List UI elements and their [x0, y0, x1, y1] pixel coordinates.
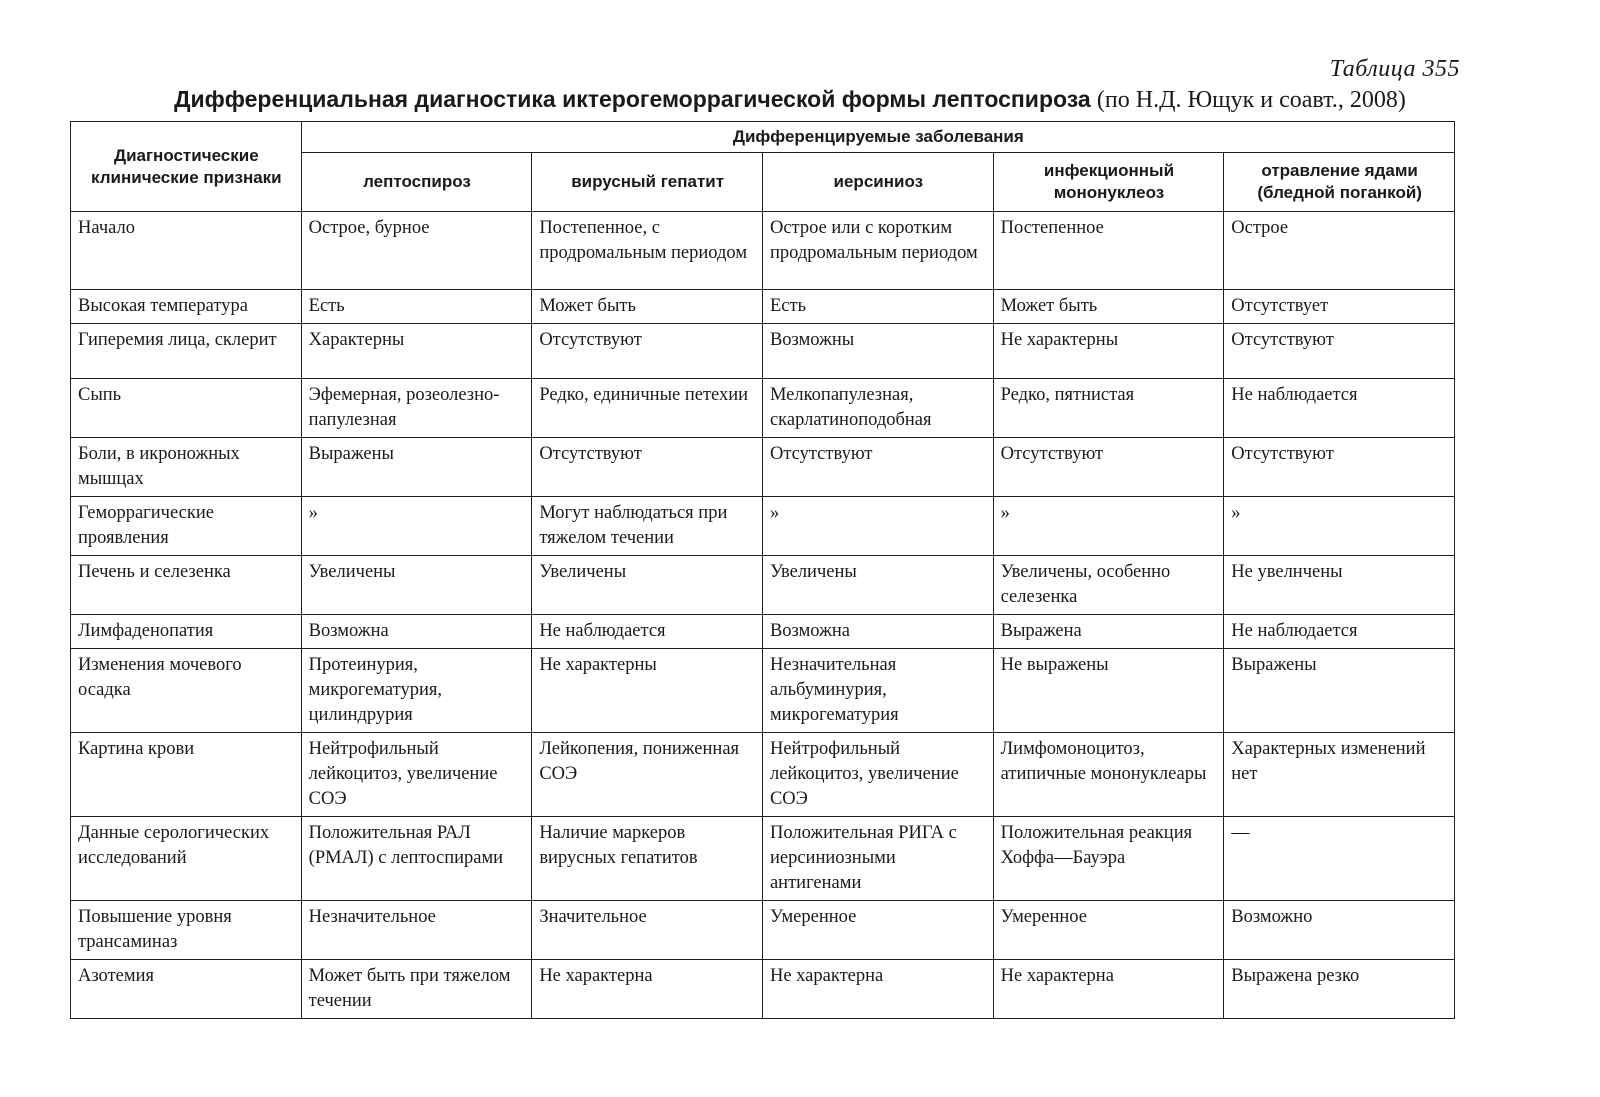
table-cell: » [993, 497, 1224, 556]
header-row-group [71, 122, 1455, 153]
table-number: Таблица 355 [1329, 56, 1460, 82]
table-cell: Отсутствуют [993, 438, 1224, 497]
table-cell: Отсутствуют [762, 438, 993, 497]
row-label-cell: Геморрагические проявления [71, 497, 302, 556]
table-cell: Умеренное [993, 901, 1224, 960]
table-cell: Умеренное [762, 901, 993, 960]
table-cell: Возможны [762, 324, 993, 379]
row-label-cell: Изменения мочевого осадка [71, 649, 302, 733]
table-cell: Выражена резко [1224, 960, 1455, 1019]
table-cell: Отсутствуют [1224, 438, 1455, 497]
table-cell: Не выражены [993, 649, 1224, 733]
table-cell: — [1224, 817, 1455, 901]
row-label-cell: Высокая температура [71, 290, 302, 324]
table-cell: Не характерны [532, 649, 763, 733]
row-label-cell: Боли, в икроножных мышцах [71, 438, 302, 497]
table-cell: Не характерна [532, 960, 763, 1019]
row-label-cell: Картина крови [71, 733, 302, 817]
row-label-cell: Гиперемия лица, склерит [71, 324, 302, 379]
table-cell: Лимфомоноцитоз, атипичные мононуклеары [993, 733, 1224, 817]
table-row [71, 649, 1455, 733]
table-row [71, 290, 1455, 324]
table-row [71, 615, 1455, 649]
table-row [71, 556, 1455, 615]
table-cell: Может быть [993, 290, 1224, 324]
table-cell: Характерных изменений нет [1224, 733, 1455, 817]
title-main: Дифференциальная диагностика иктерогеморрагической формы лептоспироза [174, 86, 1091, 112]
table-cell: Не характерна [762, 960, 993, 1019]
table-row [71, 901, 1455, 960]
table-row [71, 438, 1455, 497]
row-label-cell: Азотемия [71, 960, 302, 1019]
table-cell: Выражены [301, 438, 532, 497]
table-cell: Мелкопапулезная, скарлатиноподобная [762, 379, 993, 438]
table-cell: Постепенное, с продромальным периодом [532, 212, 763, 290]
group-header: Дифференцируемые заболевания [301, 122, 1454, 153]
column-header: лептоспироз [301, 153, 532, 212]
table-cell: Отсутствуют [532, 324, 763, 379]
table-cell: Может быть [532, 290, 763, 324]
table-body [71, 212, 1455, 1019]
table-cell: Не наблюдается [1224, 379, 1455, 438]
table-row [71, 733, 1455, 817]
table-cell: Отсутствуют [532, 438, 763, 497]
table-row [71, 817, 1455, 901]
row-label-cell: Сыпь [71, 379, 302, 438]
table-cell: Характерны [301, 324, 532, 379]
table-cell: Отсутствует [1224, 290, 1455, 324]
table-cell: Протеинурия, микрогематурия, цилиндрурия [301, 649, 532, 733]
table-cell: Увеличены [762, 556, 993, 615]
row-header-label: Диагностические клинические признаки [71, 122, 302, 212]
row-label-cell: Лимфаденопатия [71, 615, 302, 649]
table-cell: Положительная РАЛ (РМАЛ) с лептоспирами [301, 817, 532, 901]
row-label-cell: Повышение уровня трансаминаз [71, 901, 302, 960]
table-cell: Выражена [993, 615, 1224, 649]
table-cell: Лейкопения, пониженная СОЭ [532, 733, 763, 817]
column-header: отравление ядами (бледной поганкой) [1224, 153, 1455, 212]
table-cell: Не характерны [993, 324, 1224, 379]
differential-diagnosis-table [70, 121, 1455, 1019]
table-cell: Редко, пятнистая [993, 379, 1224, 438]
table-cell: Положительная реакция Хоффа—Бауэра [993, 817, 1224, 901]
row-label-cell: Данные серологических исследований [71, 817, 302, 901]
table-cell: Незначительное [301, 901, 532, 960]
table-cell: Есть [301, 290, 532, 324]
table-head [71, 122, 1455, 212]
table-cell: Острое [1224, 212, 1455, 290]
table-row [71, 960, 1455, 1019]
table-cell: Острое, бурное [301, 212, 532, 290]
table-row [71, 212, 1455, 290]
table-cell: » [762, 497, 993, 556]
table-cell: Не характерна [993, 960, 1224, 1019]
table-cell: Острое или с коротким продромальным периодом [762, 212, 993, 290]
table-cell: Возможно [1224, 901, 1455, 960]
table-cell: Может быть при тяжелом течении [301, 960, 532, 1019]
table-cell: » [1224, 497, 1455, 556]
table-cell: Не увелнчены [1224, 556, 1455, 615]
page-title [90, 86, 1490, 114]
table-cell: Увеличены [301, 556, 532, 615]
table-cell: Могут наблюдаться при тяжелом течении [532, 497, 763, 556]
table-cell: Постепенное [993, 212, 1224, 290]
column-header: инфекционный мононуклеоз [993, 153, 1224, 212]
table-row [71, 379, 1455, 438]
column-header: иерсиниоз [762, 153, 993, 212]
column-header: вирусный гепатит [532, 153, 763, 212]
table-row [71, 497, 1455, 556]
table-cell: Положительная РИГА с иерсиниозными антигенами [762, 817, 993, 901]
table-row [71, 324, 1455, 379]
table-cell: Есть [762, 290, 993, 324]
title-source-note: (по Н.Д. Ющук и соавт., 2008) [1096, 87, 1406, 113]
table-cell: Увеличены [532, 556, 763, 615]
table-cell: Возможна [762, 615, 993, 649]
table-cell: Не наблюдается [532, 615, 763, 649]
table-cell: Не наблюдается [1224, 615, 1455, 649]
row-label-cell: Печень и селезенка [71, 556, 302, 615]
table-cell: » [301, 497, 532, 556]
table-cell: Выражены [1224, 649, 1455, 733]
table-cell: Возможна [301, 615, 532, 649]
table-cell: Отсутствуют [1224, 324, 1455, 379]
table-cell: Нейтрофильный лейкоцитоз, увеличение СОЭ [762, 733, 993, 817]
table-cell: Значительное [532, 901, 763, 960]
table-cell: Редко, единичные петехии [532, 379, 763, 438]
row-label-cell: Начало [71, 212, 302, 290]
table-cell: Наличие маркеров вирусных гепатитов [532, 817, 763, 901]
table-cell: Эфемерная, розеолезно-папулезная [301, 379, 532, 438]
table-cell: Увеличены, особенно селезенка [993, 556, 1224, 615]
table-cell: Нейтрофильный лейкоцитоз, увеличение СОЭ [301, 733, 532, 817]
table-cell: Незначительная альбуминурия, микрогематурия [762, 649, 993, 733]
